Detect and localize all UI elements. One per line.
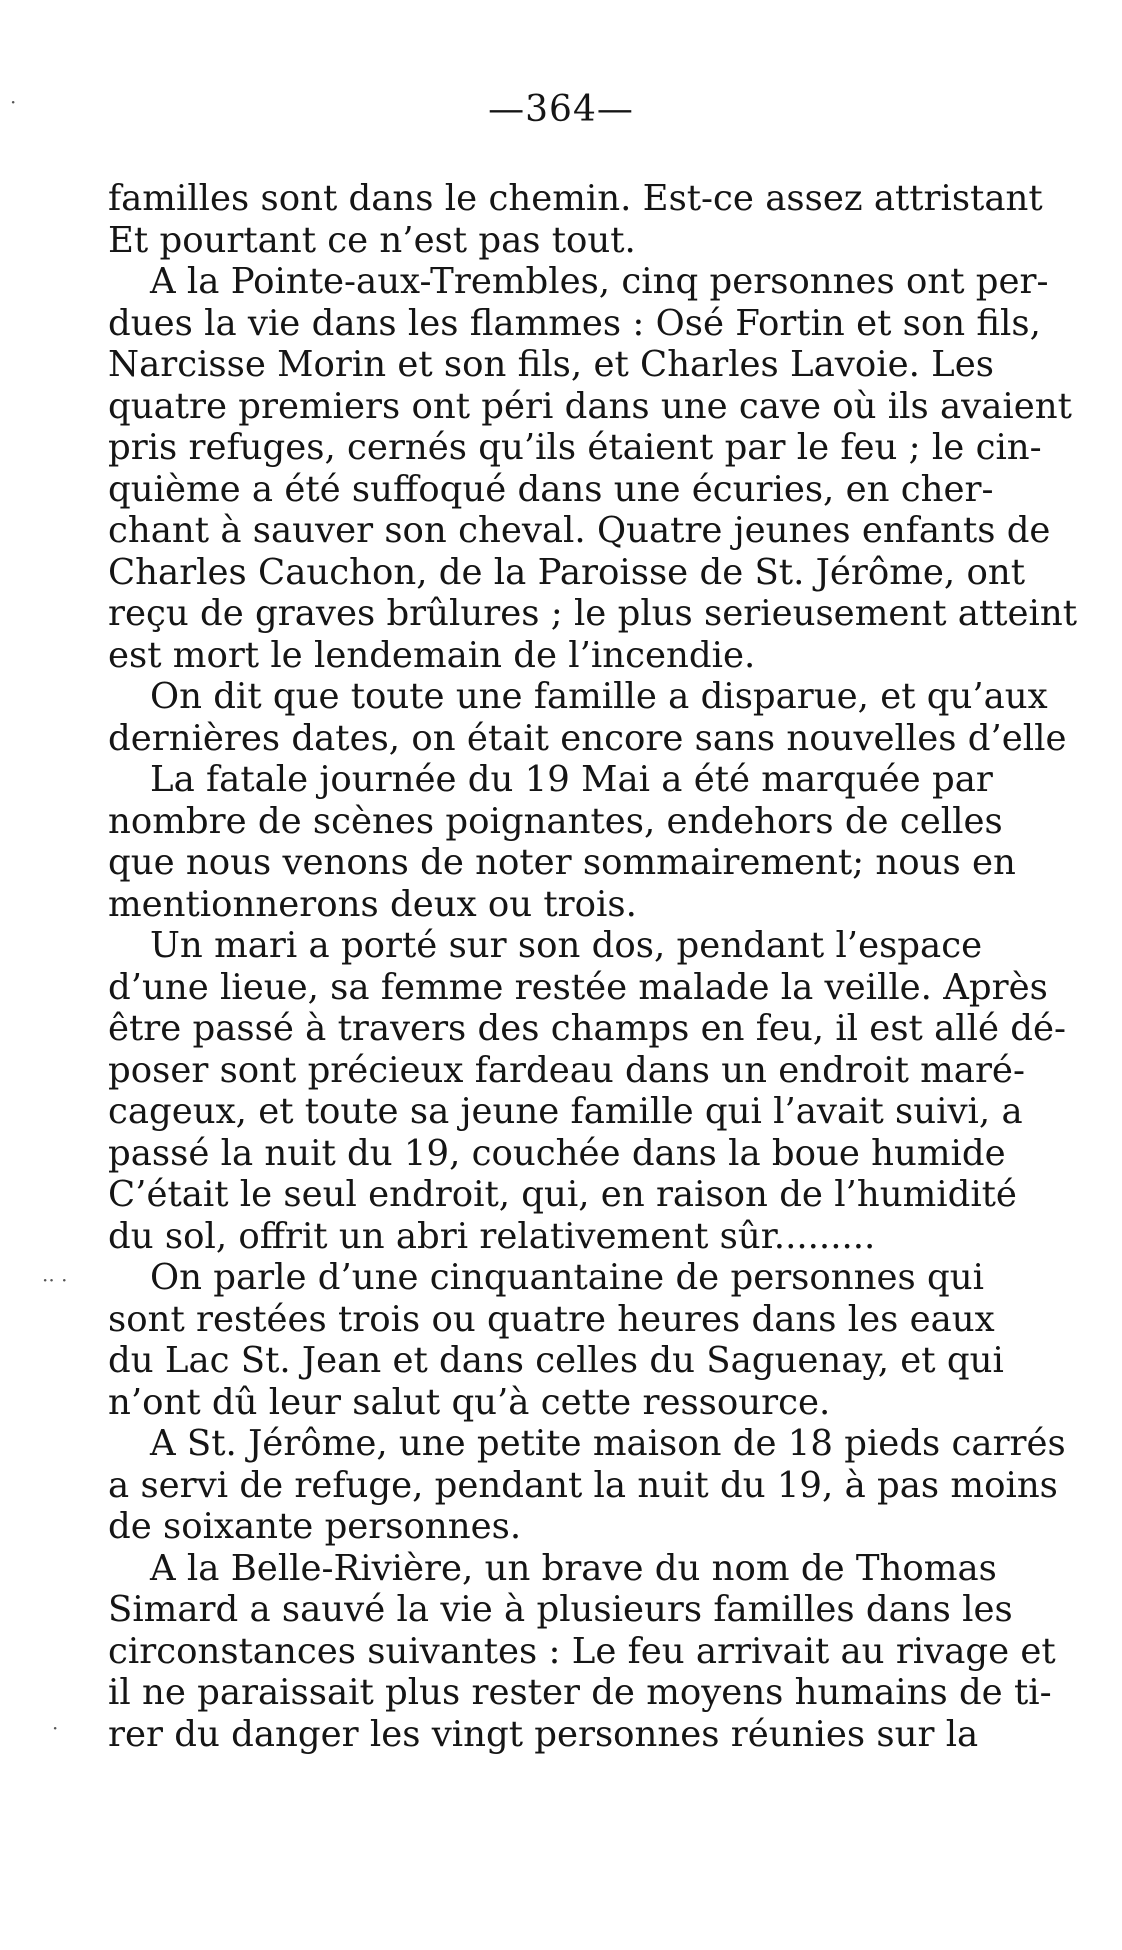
margin-speck: ·· · [42,1268,68,1292]
body-text [108,178,1118,1755]
margin-speck: · [10,90,17,114]
text-line: dernières dates, on était encore sans nouvelles d’elle [108,717,1067,759]
text-line: Charles Cauchon, de la Paroisse de St. Jérôme, ont [108,551,1025,593]
text-line: chant à sauver son cheval. Quatre jeunes enfants de [108,510,1051,551]
text-line: reçu de graves brûlures ; le plus serieusement atteint [108,593,1077,634]
text-line: On parle d’une cinquantaine de personnes qui [150,1257,984,1298]
text-line: Et pourtant ce n’est pas tout. [108,219,636,261]
text-line: cageux, et toute sa jeune famille qui l’avait suivi, a [108,1091,1023,1132]
text-line: n’ont dû leur salut qu’à cette ressource. [108,1381,831,1423]
text-line: que nous venons de noter sommairement; nous en [108,842,1016,883]
text-line: Narcisse Morin et son fils, et Charles Lavoie. Les [108,344,994,385]
text-line: être passé à travers des champs en feu, il est allé dé- [108,1008,1066,1049]
text-line: est mort le lendemain de l’incendie. [108,634,756,676]
text-line: quième a été suffoqué dans une écuries, en cher- [108,468,994,510]
text-line: du sol, offrit un abri relativement sûr......... [108,1215,876,1257]
text-line: On dit que toute une famille a disparue, et qu’aux [150,676,1048,717]
text-line: quatre premiers ont péri dans une cave où ils avaient [108,385,1072,427]
page-number: —364— [488,89,634,130]
text-line: du Lac St. Jean et dans celles du Saguenay, et qui [108,1340,1004,1381]
text-line: rer du danger les vingt personnes réunies sur la [108,1713,979,1755]
text-line: familles sont dans le chemin. Est-ce assez attristant [108,178,1043,219]
text-line: C’était le seul endroit, qui, en raison de l’humidité [108,1174,1017,1215]
text-line: circonstances suivantes : Le feu arrivait au rivage et [108,1630,1056,1672]
text-line: dues la vie dans les flammes : Osé Fortin et son fils, [108,302,1041,344]
text-line: passé la nuit du 19, couchée dans la boue humide [108,1132,1006,1174]
text-line: A la Pointe-aux-Trembles, cinq personnes ont per- [150,261,1049,302]
text-line: A la Belle-Rivière, un brave du nom de Thomas [150,1547,997,1589]
margin-speck: · [52,1716,59,1740]
text-line: Un mari a porté sur son dos, pendant l’espace [150,925,983,966]
text-line: d’une lieue, sa femme restée malade la veille. Après [108,966,1048,1008]
text-line: poser sont précieux fardeau dans un endroit maré- [108,1049,1025,1091]
text-line: nombre de scènes poignantes, endehors de celles [108,800,1003,842]
text-line: sont restées trois ou quatre heures dans les eaux [108,1298,995,1340]
text-line: pris refuges, cernés qu’ils étaient par le feu ; le cin- [108,427,1042,468]
text-line: La fatale journée du 19 Mai a été marquée par [150,759,993,800]
text-line: Simard a sauvé la vie à plusieurs familles dans les [108,1589,1013,1630]
text-line: mentionnerons deux ou trois. [108,883,637,925]
text-line: de soixante personnes. [108,1506,522,1547]
text-line: il ne paraissait plus rester de moyens humains de ti- [108,1672,1052,1713]
text-line: A St. Jérôme, une petite maison de 18 pieds carrés [150,1423,1066,1464]
text-line: a servi de refuge, pendant la nuit du 19, à pas moins [108,1464,1058,1506]
